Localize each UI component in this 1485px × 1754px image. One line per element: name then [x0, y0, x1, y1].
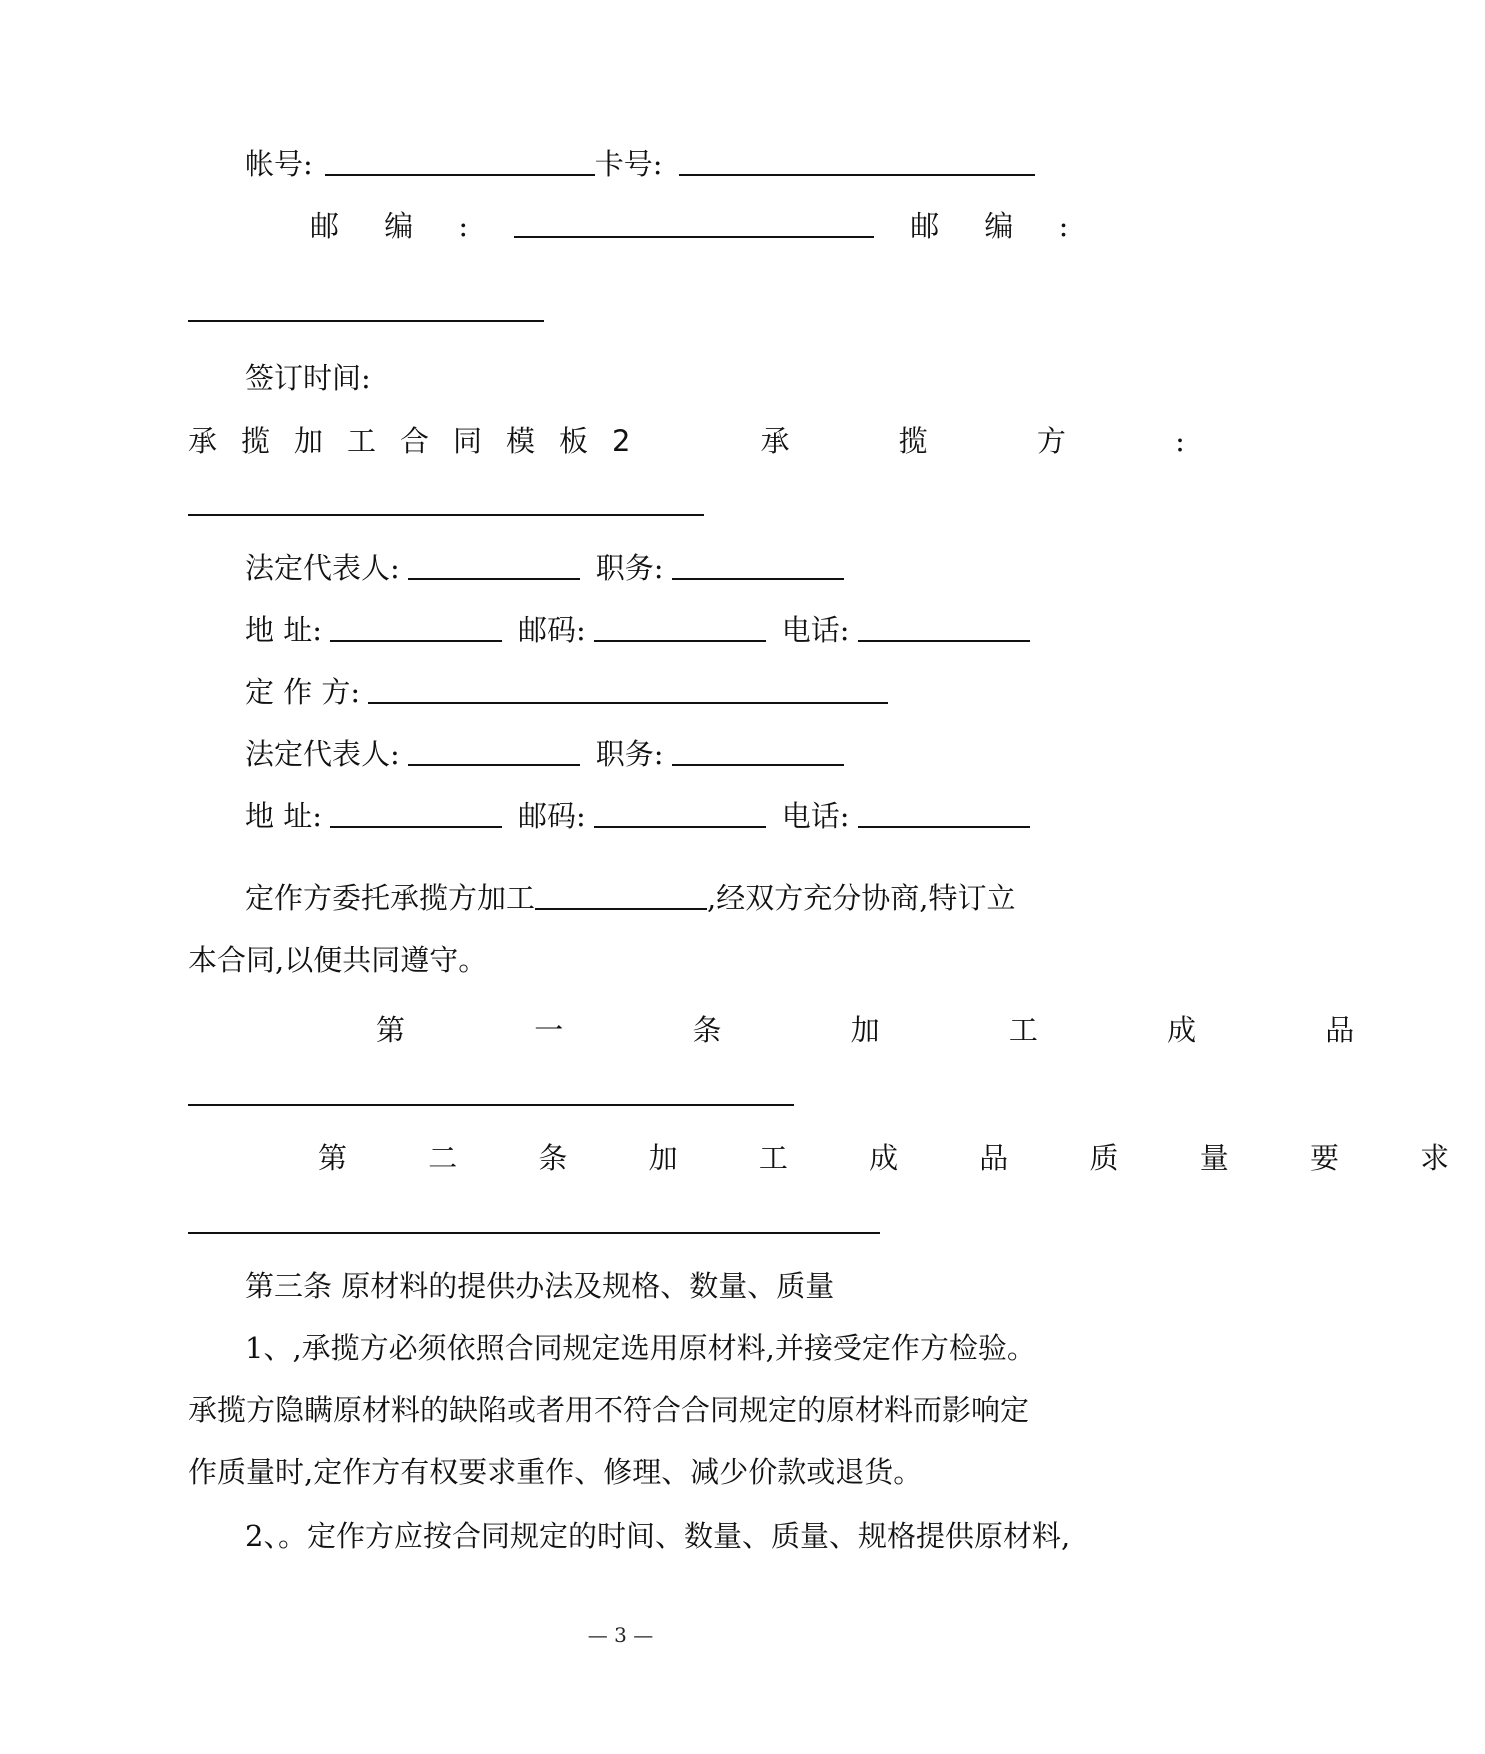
- orderer-blank: [368, 701, 888, 704]
- contractor-label: 承 揽 方 :: [760, 424, 1235, 458]
- party-a-address-label: 地 址:: [245, 613, 322, 647]
- party-b-position-label: 职务:: [595, 737, 664, 771]
- party-a-phone-blank: [858, 639, 1030, 642]
- postcode-left-label: 邮 编 :: [310, 209, 487, 243]
- article-1-heading: 第 一 条 加 工 成 品: [376, 1013, 1415, 1047]
- item-1-line-3: 作质量时,定作方有权要求重作、修理、减少价款或退货。: [188, 1455, 923, 1489]
- postcode-right-blank: [188, 320, 544, 322]
- intro-line-2: 本合同,以便共同遵守。: [188, 943, 488, 977]
- account-line: [245, 144, 1035, 184]
- signing-time: 签订时间:: [245, 361, 371, 395]
- party-b-rep-line: [245, 734, 844, 774]
- party-a-position-blank: [672, 577, 844, 580]
- party-b-position-blank: [672, 763, 844, 766]
- party-b-postcode-blank: [594, 825, 766, 828]
- party-b-legal-rep-label: 法定代表人:: [245, 737, 400, 771]
- party-a-rep-line: [245, 548, 844, 588]
- postcode-line: [310, 206, 1086, 246]
- party-b-legal-rep-blank: [408, 763, 580, 766]
- article-2-heading: 第 二 条 加 工 成 品 质 量 要 求: [318, 1141, 1485, 1175]
- party-b-phone-blank: [858, 825, 1030, 828]
- postcode-left-blank: [514, 235, 874, 238]
- template-title: 承揽加工合同模板: [188, 424, 613, 458]
- party-a-address-blank: [330, 639, 502, 642]
- party-a-phone-label: 电话:: [781, 613, 850, 647]
- contractor-blank: [188, 514, 704, 516]
- account-label: 帐号:: [245, 147, 313, 181]
- template-title-line: [188, 421, 1235, 461]
- item-1-line-2: 承揽方隐瞒原材料的缺陷或者用不符合合同规定的原材料而影响定: [188, 1393, 1030, 1427]
- item-1-line-1: 1、,承揽方必须依照合同规定选用原材料,并接受定作方检验。: [245, 1331, 1036, 1365]
- party-a-postcode-label: 邮码:: [518, 613, 586, 647]
- party-b-phone-label: 电话:: [781, 799, 850, 833]
- account-blank: [325, 173, 595, 176]
- template-number: 2: [612, 424, 631, 458]
- intro-blank: [535, 907, 707, 910]
- orderer-line: [245, 672, 888, 712]
- party-b-address-blank: [330, 825, 502, 828]
- party-a-address-line: [245, 610, 1030, 650]
- orderer-label: 定 作 方:: [245, 675, 361, 709]
- party-a-legal-rep-blank: [408, 577, 580, 580]
- postcode-right-label: 邮 编 :: [910, 209, 1087, 243]
- page-number: — 3 —: [587, 1623, 654, 1647]
- card-label: 卡号:: [594, 147, 663, 181]
- intro-line-1: [245, 878, 1015, 918]
- article-3-heading: 第三条 原材料的提供办法及规格、数量、质量: [245, 1269, 835, 1303]
- party-a-legal-rep-label: 法定代表人:: [245, 551, 400, 585]
- card-blank: [679, 173, 1035, 176]
- party-b-address-line: [245, 796, 1030, 836]
- party-b-postcode-label: 邮码:: [518, 799, 586, 833]
- party-b-address-label: 地 址:: [245, 799, 322, 833]
- item-2-line-1: 2、。定作方应按合同规定的时间、数量、质量、规格提供原材料,: [245, 1519, 1071, 1553]
- article-1-blank: [188, 1104, 794, 1106]
- article-2-blank: [188, 1232, 880, 1234]
- intro-part-1: 定作方委托承揽方加工: [245, 881, 536, 915]
- intro-part-2: ,经双方充分协商,特订立: [707, 881, 1016, 915]
- party-a-postcode-blank: [594, 639, 766, 642]
- party-a-position-label: 职务:: [595, 551, 664, 585]
